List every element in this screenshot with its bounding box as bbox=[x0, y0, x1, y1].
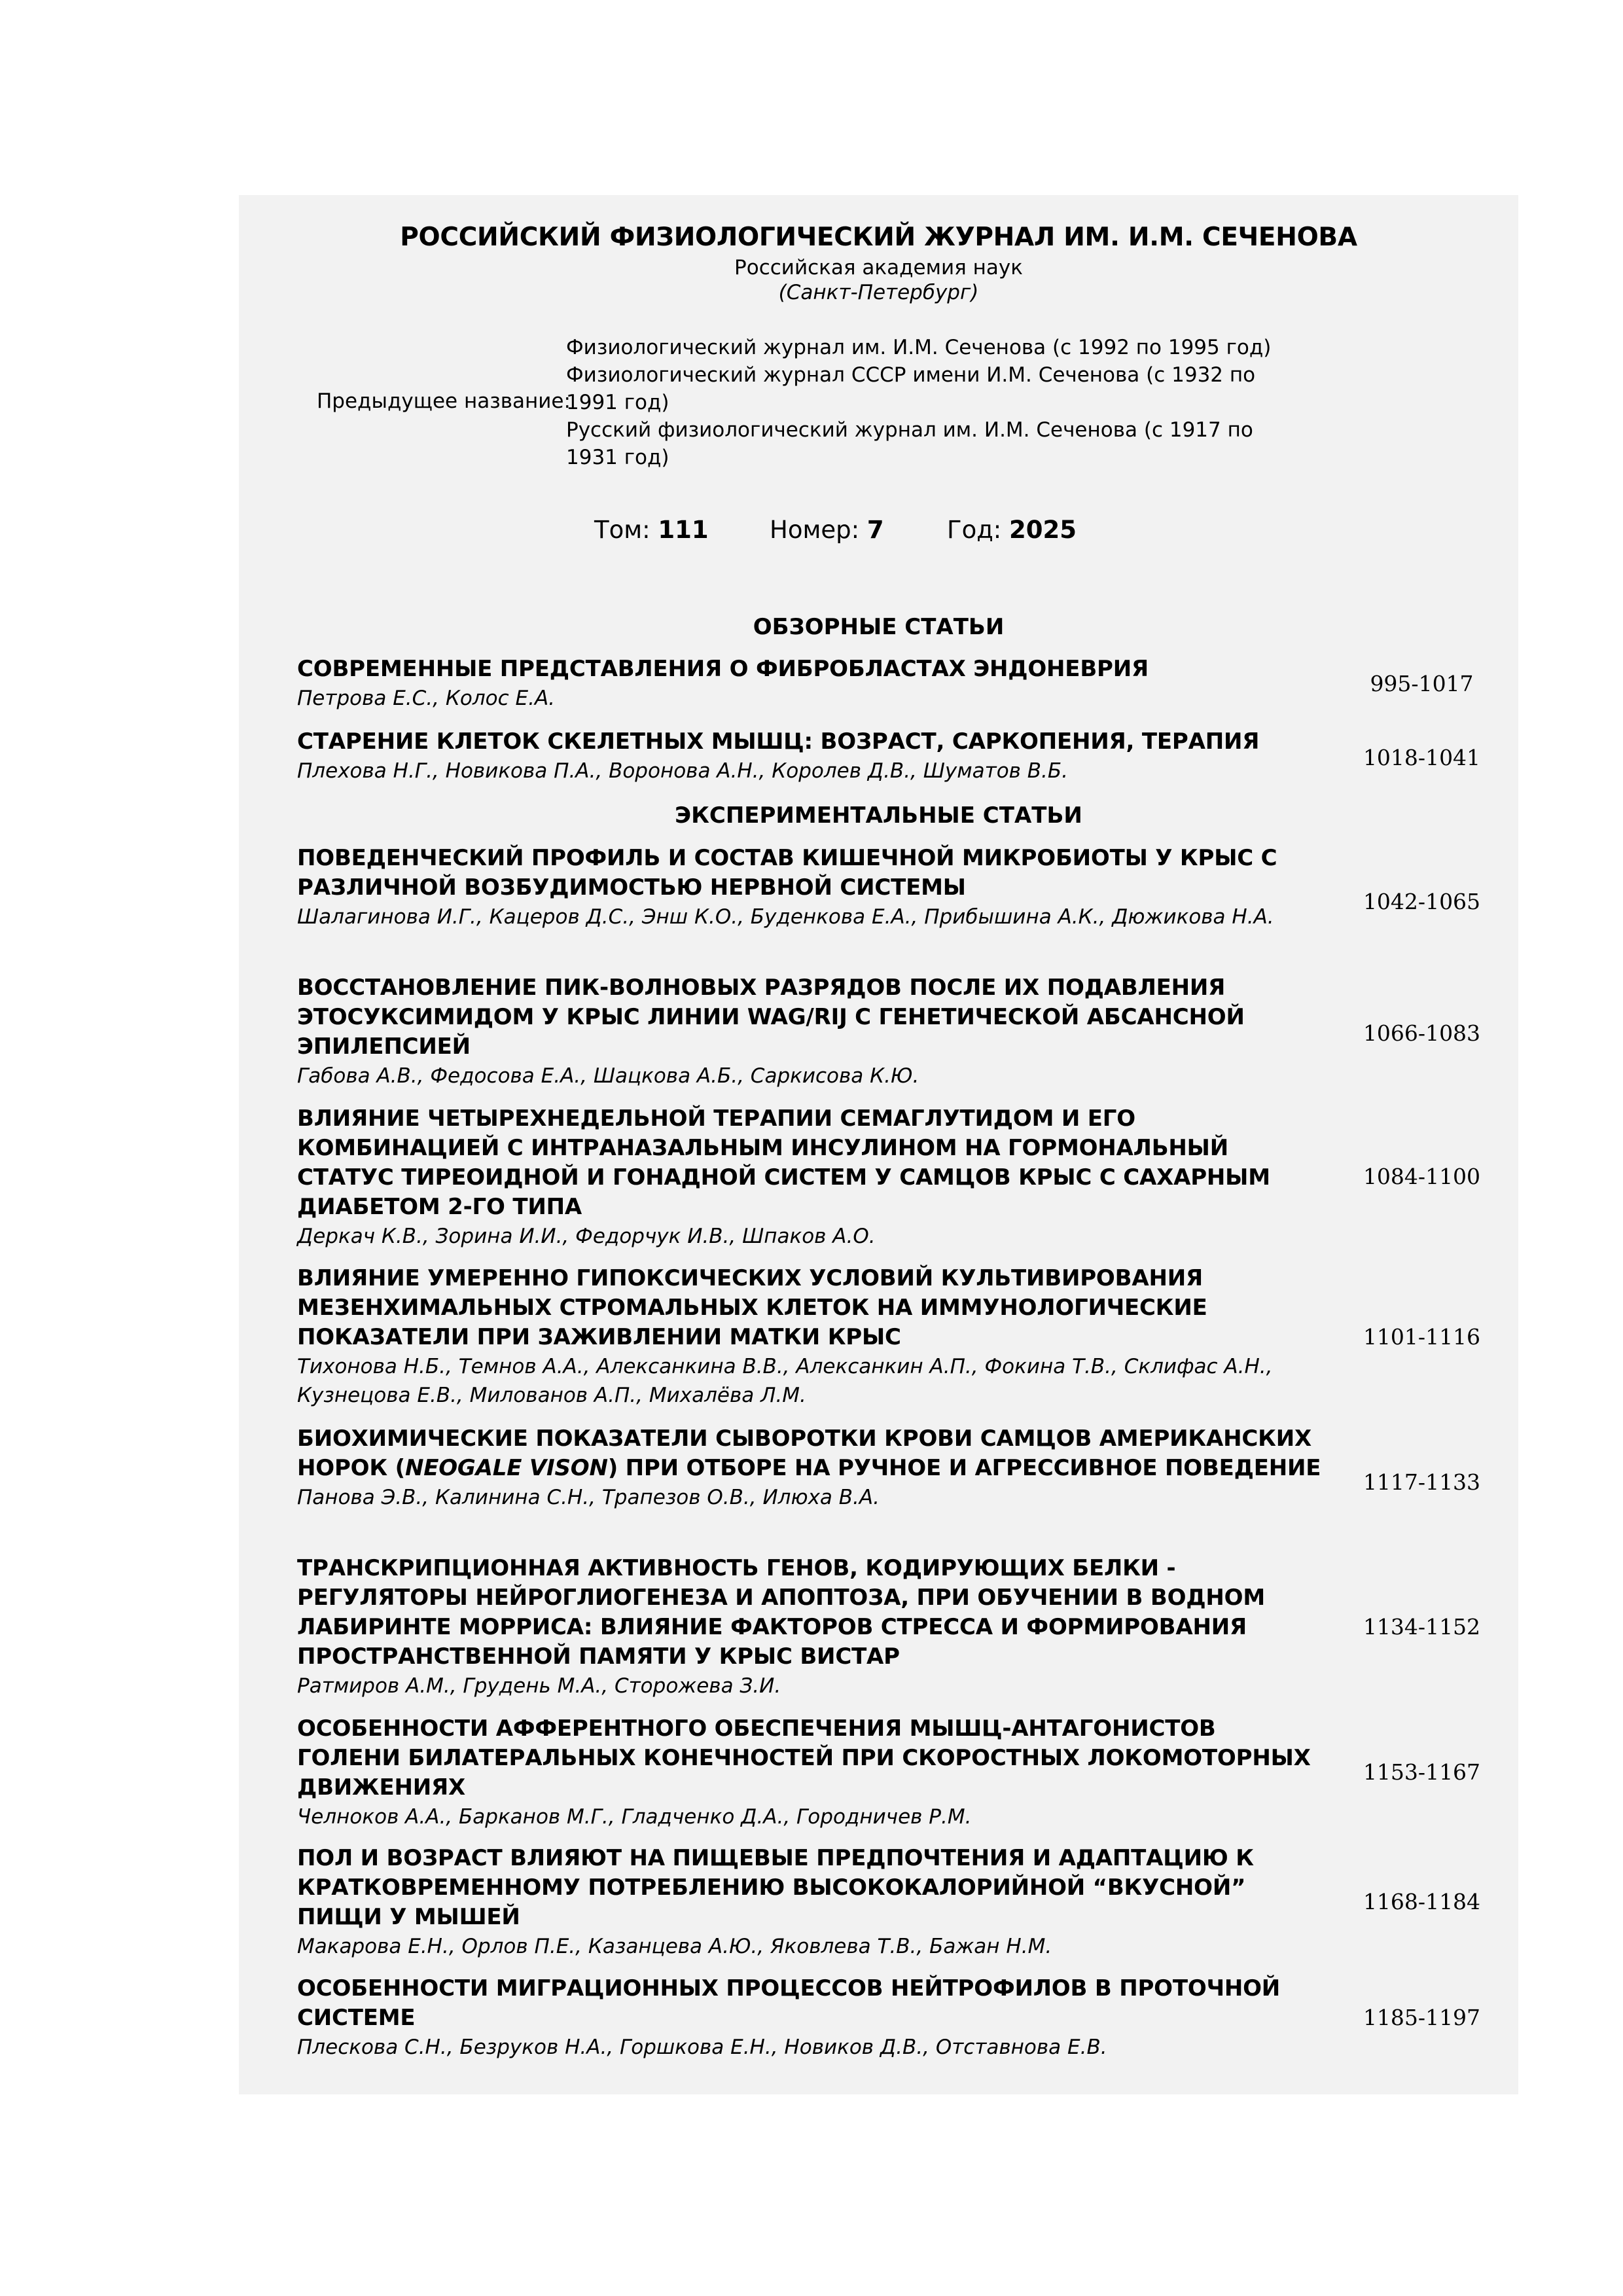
article-authors: Тихонова Н.Б., Темнов А.А., Алексанкина В.В., Алексанкин А.П., Фокина Т.В., Склифас А.Н., Кузнецова Е.В., Милованов А.П., Михалёва Л.М. bbox=[297, 1355, 1273, 1407]
article-pages: 1018-1041 bbox=[1363, 745, 1481, 770]
article-title-link[interactable] bbox=[297, 1424, 1321, 1483]
year-info bbox=[947, 514, 1077, 546]
article-authors: Панова Э.В., Калинина С.Н., Трапезов О.В., Илюха В.А. bbox=[297, 1486, 880, 1509]
article-pages: 1084-1100 bbox=[1363, 1164, 1481, 1189]
article-pages: 1134-1152 bbox=[1363, 1614, 1481, 1640]
article-title-link[interactable]: СТАРЕНИЕ КЛЕТОК СКЕЛЕТНЫХ МЫШЦ: ВОЗРАСТ, САРКОПЕНИЯ, ТЕРАПИЯ bbox=[297, 728, 1260, 755]
article-entry bbox=[297, 655, 1321, 713]
previous-names-label: Предыдущее название: bbox=[317, 389, 571, 413]
article-entry bbox=[297, 1264, 1321, 1410]
article-authors: Макарова Е.Н., Орлов П.Е., Казанцева А.Ю., Яковлева Т.В., Бажан Н.М. bbox=[297, 1935, 1052, 1958]
previous-name-item: Русский физиологический журнал им. И.М. Сеченова (с 1917 по 1931 год) bbox=[566, 418, 1253, 469]
article-pages: 1066-1083 bbox=[1363, 1020, 1481, 1046]
article-title-link[interactable]: ПОВЕДЕНЧЕСКИЙ ПРОФИЛЬ И СОСТАВ КИШЕЧНОЙ МИКРОБИОТЫ У КРЫС С РАЗЛИЧНОЙ ВОЗБУДИМОСТЬЮ НЕРВНОЙ СИСТЕМЫ bbox=[297, 845, 1277, 901]
article-title-link[interactable]: ВОССТАНОВЛЕНИЕ ПИК-ВОЛНОВЫХ РАЗРЯДОВ ПОСЛЕ ИХ ПОДАВЛЕНИЯ ЭТОСУКСИМИДОМ У КРЫС ЛИНИИ WAG/RIJ С ГЕНЕТИЧЕСКОЙ АБСАНСНОЙ ЭПИЛЕПСИЕЙ bbox=[297, 975, 1245, 1060]
article-authors: Габова А.В., Федосова Е.А., Шацкова А.Б., Саркисова К.Ю. bbox=[297, 1064, 919, 1088]
year-label: Год: bbox=[947, 516, 1002, 544]
previous-name-item: Физиологический журнал им. И.М. Сеченова (с 1992 по 1995 год) bbox=[566, 336, 1272, 359]
article-entry bbox=[297, 1424, 1321, 1512]
volume-info bbox=[594, 514, 709, 546]
article-title-part: ) ПРИ ОТБОРЕ НА РУЧНОЕ И АГРЕССИВНОЕ ПОВЕДЕНИЕ bbox=[607, 1455, 1321, 1481]
city-name: (Санкт-Петербург) bbox=[778, 281, 979, 304]
article-pages: 1185-1197 bbox=[1363, 2005, 1481, 2030]
article-entry bbox=[297, 844, 1321, 931]
article-entry bbox=[297, 1104, 1321, 1251]
article-title-link[interactable]: ОСОБЕННОСТИ АФФЕРЕНТНОГО ОБЕСПЕЧЕНИЯ МЫШЦ-АНТАГОНИСТОВ ГОЛЕНИ БИЛАТЕРАЛЬНЫХ КОНЕЧНОСТЕЙ ПРИ СКОРОСТНЫХ ЛОКОМОТОРНЫХ ДВИЖЕНИЯХ bbox=[297, 1715, 1311, 1801]
article-pages: 1117-1133 bbox=[1363, 1469, 1481, 1495]
article-title-part: БИОХИМИЧЕСКИЕ ПОКАЗАТЕЛИ СЫВОРОТКИ КРОВИ САМЦОВ АМЕРИКАНСКИХ НОРОК ( bbox=[297, 1426, 1312, 1481]
volume-label: Том: bbox=[594, 516, 651, 544]
issue-contents-panel bbox=[239, 195, 1518, 2094]
volume-value: 111 bbox=[658, 516, 709, 544]
number-value: 7 bbox=[866, 516, 884, 544]
journal-title: РОССИЙСКИЙ ФИЗИОЛОГИЧЕСКИЙ ЖУРНАЛ ИМ. И.М. СЕЧЕНОВА bbox=[400, 223, 1357, 252]
article-authors: Плескова С.Н., Безруков Н.А., Горшкова Е.Н., Новиков Д.В., Отставнова Е.В. bbox=[297, 2036, 1107, 2059]
academy-name: Российская академия наук bbox=[734, 256, 1023, 279]
number-info bbox=[770, 514, 884, 546]
previous-name-item: Физиологический журнал СССР имени И.М. Сеченова (с 1932 по 1991 год) bbox=[566, 363, 1256, 414]
article-authors: Плехова Н.Г., Новикова П.А., Воронова А.Н., Королев Д.В., Шуматов В.Б. bbox=[297, 759, 1069, 783]
article-entry bbox=[297, 1974, 1321, 2062]
article-authors: Ратмиров А.М., Грудень М.А., Сторожева З.И. bbox=[297, 1674, 781, 1698]
article-authors: Петрова Е.С., Колос Е.А. bbox=[297, 687, 556, 710]
article-pages: 1153-1167 bbox=[1363, 1759, 1481, 1785]
species-name: NEOGALE VISON bbox=[404, 1455, 608, 1481]
previous-names-list bbox=[566, 334, 1286, 471]
article-title-link[interactable]: СОВРЕМЕННЫЕ ПРЕДСТАВЛЕНИЯ О ФИБРОБЛАСТАХ ЭНДОНЕВРИЯ bbox=[297, 656, 1149, 682]
article-pages: 995-1017 bbox=[1370, 671, 1474, 696]
article-entry bbox=[297, 1554, 1321, 1700]
article-pages: 1101-1116 bbox=[1363, 1324, 1481, 1350]
article-entry bbox=[297, 1844, 1321, 1961]
article-entry bbox=[297, 727, 1321, 785]
article-title-link[interactable]: ВЛИЯНИЕ ЧЕТЫРЕХНЕДЕЛЬНОЙ ТЕРАПИИ СЕМАГЛУТИДОМ И ЕГО КОМБИНАЦИЕЙ С ИНТРАНАЗАЛЬНЫМ ИНСУЛИНОМ НА ГОРМОНАЛЬНЫЙ СТАТУС ТИРЕОИДНОЙ И ГОНАДНОЙ СИСТЕМ У САМЦОВ КРЫС С САХАРНЫМ ДИАБЕТОМ 2-ГО ТИПА bbox=[297, 1105, 1270, 1220]
article-title-link[interactable]: ВЛИЯНИЕ УМЕРЕННО ГИПОКСИЧЕСКИХ УСЛОВИЙ КУЛЬТИВИРОВАНИЯ МЕЗЕНХИМАЛЬНЫХ СТРОМАЛЬНЫХ КЛЕТОК НА ИММУНОЛОГИЧЕСКИЕ ПОКАЗАТЕЛИ ПРИ ЗАЖИВЛЕНИИ МАТКИ КРЫС bbox=[297, 1265, 1207, 1350]
article-authors: Челноков А.А., Барканов М.Г., Гладченко Д.А., Городничев Р.М. bbox=[297, 1805, 972, 1829]
article-authors: Шалагинова И.Г., Кацеров Д.С., Энш К.О., Буденкова Е.А., Прибышина А.К., Дюжикова Н.А. bbox=[297, 905, 1274, 929]
article-pages: 1168-1184 bbox=[1363, 1889, 1481, 1914]
section-heading: ЭКСПЕРИМЕНТАЛЬНЫЕ СТАТЬИ bbox=[675, 802, 1082, 829]
section-heading: ОБЗОРНЫЕ СТАТЬИ bbox=[753, 614, 1005, 640]
article-entry bbox=[297, 1714, 1321, 1831]
number-label: Номер: bbox=[770, 516, 860, 544]
article-title-link[interactable]: ОСОБЕННОСТИ МИГРАЦИОННЫХ ПРОЦЕССОВ НЕЙТРОФИЛОВ В ПРОТОЧНОЙ СИСТЕМЕ bbox=[297, 1975, 1281, 2031]
article-title-link[interactable]: ПОЛ И ВОЗРАСТ ВЛИЯЮТ НА ПИЩЕВЫЕ ПРЕДПОЧТЕНИЯ И АДАПТАЦИЮ К КРАТКОВРЕМЕННОМУ ПОТРЕБЛЕНИЮ ВЫСОКОКАЛОРИЙНОЙ “ВКУСНОЙ” ПИЩИ У МЫШЕЙ bbox=[297, 1845, 1254, 1930]
article-pages: 1042-1065 bbox=[1363, 889, 1481, 914]
year-value: 2025 bbox=[1009, 516, 1077, 544]
article-title-link[interactable]: ТРАНСКРИПЦИОННАЯ АКТИВНОСТЬ ГЕНОВ, КОДИРУЮЩИХ БЕЛКИ - РЕГУЛЯТОРЫ НЕЙРОГЛИОГЕНЕЗА И АПОПТОЗА, ПРИ ОБУЧЕНИИ В ВОДНОМ ЛАБИРИНТЕ МОРРИСА: ВЛИЯНИЕ ФАКТОРОВ СТРЕССА И ФОРМИРОВАНИЯ ПРОСТРАНСТВЕННОЙ ПАМЯТИ У КРЫС ВИСТАР bbox=[297, 1555, 1266, 1670]
article-entry bbox=[297, 973, 1321, 1090]
article-authors: Деркач К.В., Зорина И.И., Федорчук И.В., Шпаков А.О. bbox=[297, 1225, 876, 1248]
